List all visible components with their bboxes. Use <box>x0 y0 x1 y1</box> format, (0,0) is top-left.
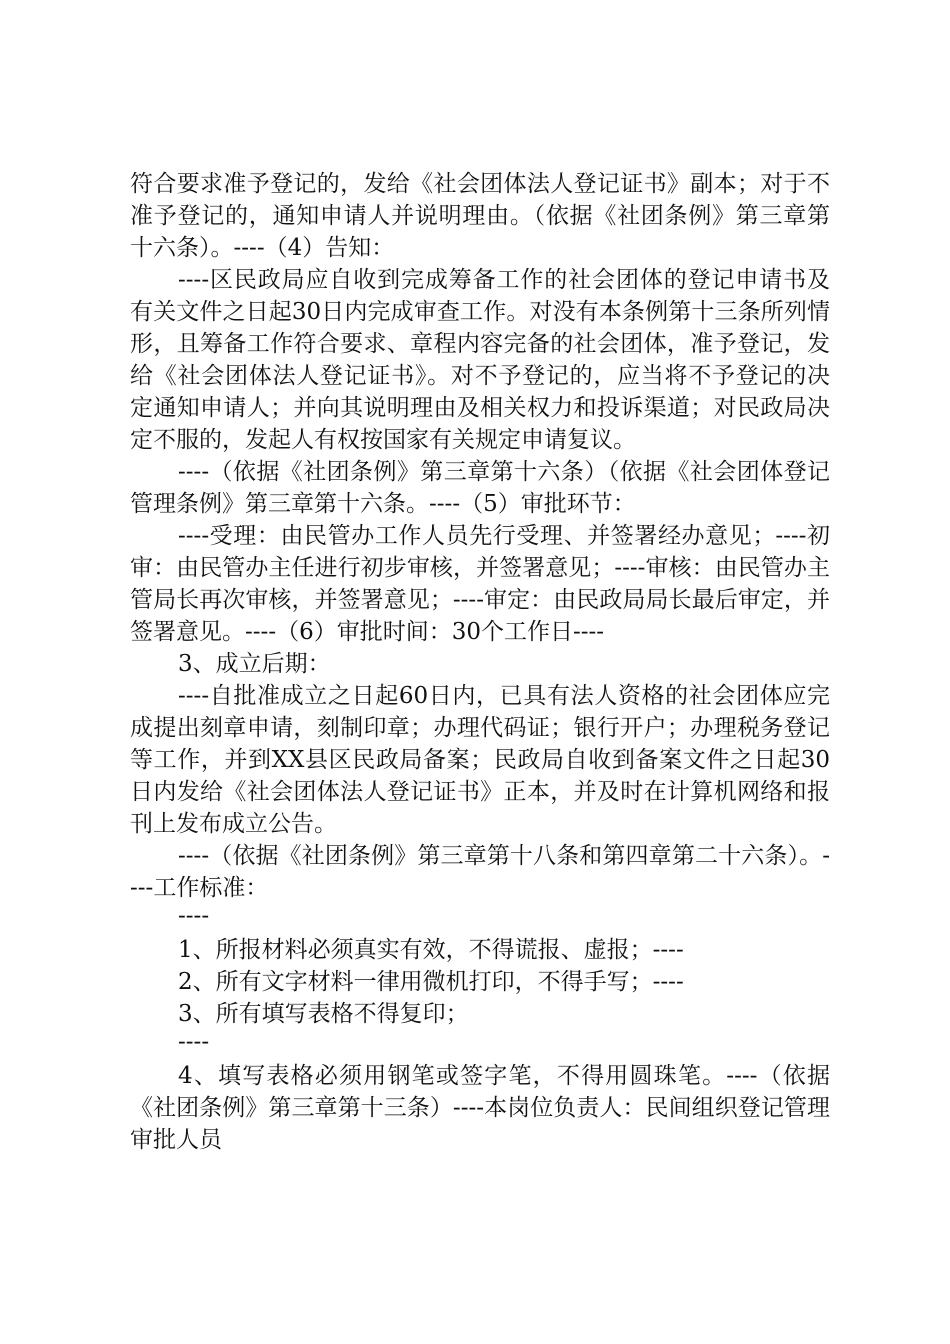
paragraph-6: ----（依据《社团条例》第三章第十八条和第四章第二十六条）。----工作标准： <box>130 843 830 901</box>
separator-dashes-2: ---- <box>178 1029 210 1055</box>
list-item-2: 2、所有文字材料一律用微机打印，不得手写；---- <box>178 969 684 995</box>
paragraph-1: 符合要求准予登记的，发给《社会团体法人登记证书》副本；对于不准予登记的，通知申请人并说明理由。（依据《社团条例》第三章第十六条）。----（4）告知： <box>130 171 830 261</box>
paragraph-4: ----受理：由民管办工作人员先行受理、并签署经办意见；----初审：由民管办主任进行初步审核，并签署意见；----审核：由民管办主管局长再次审核，并签署意见；----审定：由民政局局长最后审定，并签署意见。----（6）审批时间：30个工作日---- <box>130 523 830 645</box>
paragraph-2: ----区民政局应自收到完成筹备工作的社会团体的登记申请书及有关文件之日起30日内完成审查工作。对没有本条例第十三条所列情形，且筹备工作符合要求、章程内容完备的社会团体，准予登记，发给《社会团体法人登记证书》。对不予登记的，应当将不予登记的决定通知申请人；并向其说明理由及相关权力和投诉渠道；对民政局决定不服的，发起人有权按国家有关规定申请复议。 <box>130 267 830 453</box>
list-item-1: 1、所报材料必须真实有效，不得谎报、虚报；---- <box>178 937 684 963</box>
final-paragraph: 4、填写表格必须用钢笔或签字笔，不得用圆珠笔。----（依据《社团条例》第三章第十三条）----本岗位负责人：民间组织登记管理审批人员 <box>130 1063 830 1153</box>
section-heading: 3、成立后期： <box>178 651 331 677</box>
paragraph-5: ----自批准成立之日起60日内，已具有法人资格的社会团体应完成提出刻章申请，刻制印章；办理代码证；银行开户；办理税务登记等工作，并到XX县区民政局备案；民政局自收到备案文件之日起30日内发给《社会团体法人登记证书》正本，并及时在计算机网络和报刊上发布成立公告。 <box>130 683 830 837</box>
list-item-3: 3、所有填写表格不得复印； <box>178 1001 469 1027</box>
paragraph-3: ----（依据《社团条例》第三章第十六条）（依据《社会团体登记管理条例》第三章第十六条。----（5）审批环节： <box>130 459 830 517</box>
separator-dashes-1: ---- <box>178 903 210 929</box>
document-body <box>130 168 830 1156</box>
